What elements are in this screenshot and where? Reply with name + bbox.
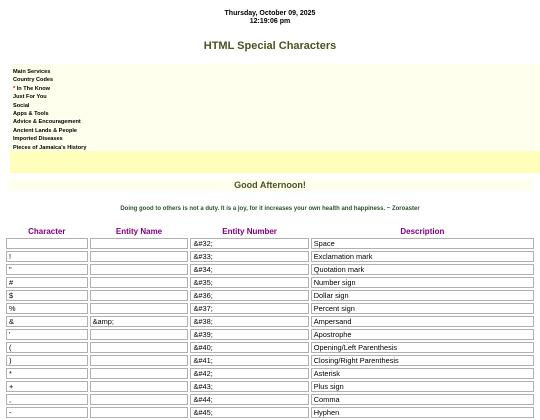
table-header-row	[6, 227, 534, 236]
cell-entity-name	[90, 290, 189, 301]
cell-entity-number: &#44;	[190, 394, 308, 405]
cell-entity-number: &#35;	[190, 277, 308, 288]
cell-character: -	[6, 407, 88, 418]
cell-entity-number: &#41;	[190, 355, 308, 366]
cell-description: Quotation mark	[311, 264, 534, 275]
cell-character: %	[6, 303, 88, 314]
greeting-banner: Good Afternoon!	[8, 179, 532, 191]
column-header-entity-number: Entity Number	[222, 227, 277, 236]
table-row	[6, 290, 534, 301]
nav-item-label: Just For You	[13, 94, 47, 101]
cell-character: +	[6, 381, 88, 392]
nav-item[interactable]	[13, 118, 86, 126]
nav-item[interactable]	[13, 127, 86, 135]
current-date: Thursday, October 09, 2025	[224, 10, 316, 17]
table-row	[6, 316, 534, 327]
cell-description: Space	[311, 238, 534, 249]
nav-item[interactable]	[13, 93, 86, 101]
nav-item-label: Social	[13, 102, 30, 109]
cell-entity-name	[90, 238, 189, 249]
cell-entity-name	[90, 277, 189, 288]
cell-description: Number sign	[311, 277, 534, 288]
cell-description: Closing/Right Parenthesis	[311, 355, 534, 366]
cell-character: )	[6, 355, 88, 366]
cell-entity-number: &#38;	[190, 316, 308, 327]
cell-description: Exclamation mark	[311, 251, 534, 262]
cell-entity-name	[90, 355, 189, 366]
cell-description: Hyphen	[311, 407, 534, 418]
table-row	[6, 368, 534, 379]
current-time: 12:19:06 pm	[249, 18, 291, 25]
nav-item[interactable]	[13, 135, 86, 143]
cell-entity-number: &#37;	[190, 303, 308, 314]
nav-band	[10, 151, 540, 173]
nav-item[interactable]	[13, 68, 86, 76]
cell-character	[6, 238, 88, 249]
cell-entity-number: &#34;	[190, 264, 308, 275]
cell-description: Comma	[311, 394, 534, 405]
cell-character: &	[6, 316, 88, 327]
cell-character: !	[6, 251, 88, 262]
cell-entity-name	[90, 368, 189, 379]
cell-entity-name	[90, 381, 189, 392]
nav-item-label: Country Codes	[13, 77, 54, 84]
nav-item-label: Imported Diseases	[13, 136, 63, 143]
nav-menu	[13, 68, 86, 152]
nav-item-label: Pieces of Jamaica's History	[13, 144, 87, 151]
page-title: HTML Special Characters	[203, 40, 337, 52]
cell-entity-name	[90, 264, 189, 275]
table-row	[6, 303, 534, 314]
cell-description: Percent sign	[311, 303, 534, 314]
cell-character: ,	[6, 394, 88, 405]
cell-entity-number: &#36;	[190, 290, 308, 301]
cell-entity-number: &#43;	[190, 381, 308, 392]
cell-character: #	[6, 277, 88, 288]
table-row	[6, 381, 534, 392]
column-header-description: Description	[400, 227, 445, 236]
special-characters-table	[4, 225, 536, 420]
cell-entity-name	[90, 329, 189, 340]
cell-entity-name	[90, 407, 189, 418]
nav-item-label: Apps & Tools	[13, 111, 49, 118]
cell-entity-name	[90, 394, 189, 405]
cell-description: Dollar sign	[311, 290, 534, 301]
cell-description: Asterisk	[311, 368, 534, 379]
cell-character: "	[6, 264, 88, 275]
table-body	[6, 238, 534, 418]
table-row	[6, 394, 534, 405]
cell-entity-name	[90, 251, 189, 262]
cell-description: Opening/Left Parenthesis	[311, 342, 534, 353]
cell-entity-name	[90, 303, 189, 314]
cell-entity-number: &#33;	[190, 251, 308, 262]
quote-text: Doing good to others is not a duty. It is a joy, for it increases your own health and happiness. ~ Zoroaster	[120, 206, 420, 212]
cell-character: $	[6, 290, 88, 301]
nav-item-marker: *	[13, 85, 17, 92]
nav-item[interactable]	[13, 76, 86, 84]
cell-entity-number: &#39;	[190, 329, 308, 340]
nav-item[interactable]	[13, 102, 86, 110]
table-row	[6, 407, 534, 418]
cell-character: '	[6, 329, 88, 340]
cell-entity-number: &#45;	[190, 407, 308, 418]
table-row	[6, 277, 534, 288]
table-row	[6, 355, 534, 366]
cell-entity-name: &amp;	[90, 316, 189, 327]
table-row	[6, 329, 534, 340]
nav-item-label: Ancient Lands & People	[13, 127, 78, 134]
nav-item-label: In The Know	[16, 85, 50, 92]
cell-entity-number: &#40;	[190, 342, 308, 353]
table-row	[6, 251, 534, 262]
date-time-display	[0, 10, 540, 26]
table-row	[6, 238, 534, 249]
nav-item-label: Main Services	[13, 69, 51, 75]
table-row	[6, 342, 534, 353]
nav-item[interactable]	[13, 85, 86, 93]
cell-description: Plus sign	[311, 381, 534, 392]
cell-character: (	[6, 342, 88, 353]
cell-description: Ampersand	[311, 316, 534, 327]
cell-entity-number: &#32;	[190, 238, 308, 249]
cell-entity-name	[90, 342, 189, 353]
column-header-entity-name: Entity Name	[115, 227, 163, 236]
table-row	[6, 264, 534, 275]
cell-entity-number: &#42;	[190, 368, 308, 379]
cell-character: *	[6, 368, 88, 379]
column-header-character: Character	[28, 227, 66, 236]
cell-description: Apostrophe	[311, 329, 534, 340]
nav-item[interactable]	[13, 110, 86, 118]
nav-item-label: Advice & Encouragement	[13, 119, 81, 126]
